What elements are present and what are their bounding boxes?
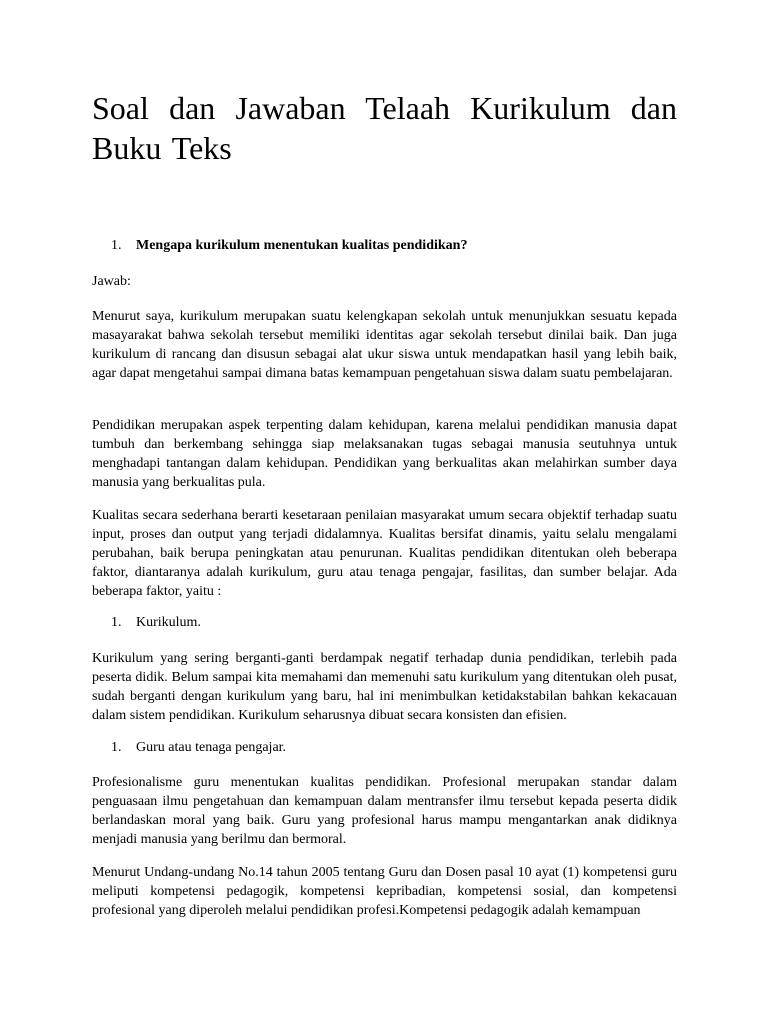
answer-paragraph-1: Menurut saya, kurikulum merupakan suatu kelengkapan sekolah untuk menunjukkan sesuatu kepada masayarakat bahwa sekolah tersebut memiliki identitas agar sekolah tersebut dinilai baik. Dan juga kurikulum di rancang dan disusun sebagai alat ukur siswa untuk mendapatkan hasil yang lebih baik, agar dapat mengetahui sampai dimana batas kemampuan pengetahuan siswa dalam suatu pembelajaran. — [92, 309, 677, 381]
document-title: Soal dan Jawaban Telaah Kurikulum dan Buku Teks — [92, 90, 677, 166]
factor-item-guru — [92, 738, 677, 757]
answer-paragraph-2: Pendidikan merupakan aspek terpenting dalam kehidupan, karena melalui pendidikan manusia dapat tumbuh dan berkembang sehingga siap melaksanakan tugas sebagai manusia seutuhnya untuk menghadapi tantangan dalam kehidupan. Pendidikan yang berkualitas akan melahirkan sumber daya manusia yang berkualitas pula. — [92, 418, 677, 490]
question-text: Mengapa kurikulum menentukan kualitas pendidikan? — [136, 238, 468, 253]
factor-guru-paragraph-1: Profesionalisme guru menentukan kualitas pendidikan. Profesional merupakan standar dalam penguasaan ilmu pengetahuan dan kemampuan dalam mentransfer ilmu tersebut kepada peserta didik berlandaskan moral yang baik. Guru yang profesional harus mampu mengantarkan anak didiknya menjadi manusia yang berilmu dan bermoral. — [92, 775, 677, 847]
question-number: 1. — [111, 238, 122, 253]
answer-label: Jawab: — [92, 274, 131, 289]
answer-paragraph-3: Kualitas secara sederhana berarti kesetaraan penilaian masyarakat umum secara objektif terhadap suatu input, proses dan output yang terjadi didalamnya. Kualitas bersifat dinamis, yaitu selalu mengalami perubahan, baik berupa peningkatan atau penurunan. Kualitas pendidikan ditentukan oleh beberapa faktor, diantaranya adalah kurikulum, guru atau tenaga pengajar, fasilitas, dan sumber belajar. Ada beberapa faktor, yaitu : — [92, 508, 677, 599]
factor-item-kurikulum — [92, 613, 677, 632]
factor-label: Kurikulum. — [136, 615, 201, 630]
factor-guru-paragraph-2: Menurut Undang-undang No.14 tahun 2005 tentang Guru dan Dosen pasal 10 ayat (1) kompetensi guru meliputi kompetensi pedagogik, kompetensi kepribadian, kompetensi sosial, dan kompetensi profesional yang diperoleh melalui pendidikan profesi.Kompetensi pedagogik adalah kemampuan — [92, 865, 677, 918]
factor-number: 1. — [111, 740, 122, 755]
factor-kurikulum-paragraph: Kurikulum yang sering berganti-ganti berdampak negatif terhadap dunia pendidikan, terlebih pada peserta didik. Belum sampai kita memahami dan memenuhi satu kurikulum yang ditentukan oleh pusat, sudah berganti dengan kurikulum yang baru, hal ini menimbulkan ketidakstabilan bahkan kekacauan dalam sistem pendidikan. Kurikulum seharusnya dibuat secara konsisten dan efisien. — [92, 651, 677, 723]
question-item — [92, 236, 677, 255]
factor-label: Guru atau tenaga pengajar. — [136, 740, 287, 755]
factor-number: 1. — [111, 615, 122, 630]
